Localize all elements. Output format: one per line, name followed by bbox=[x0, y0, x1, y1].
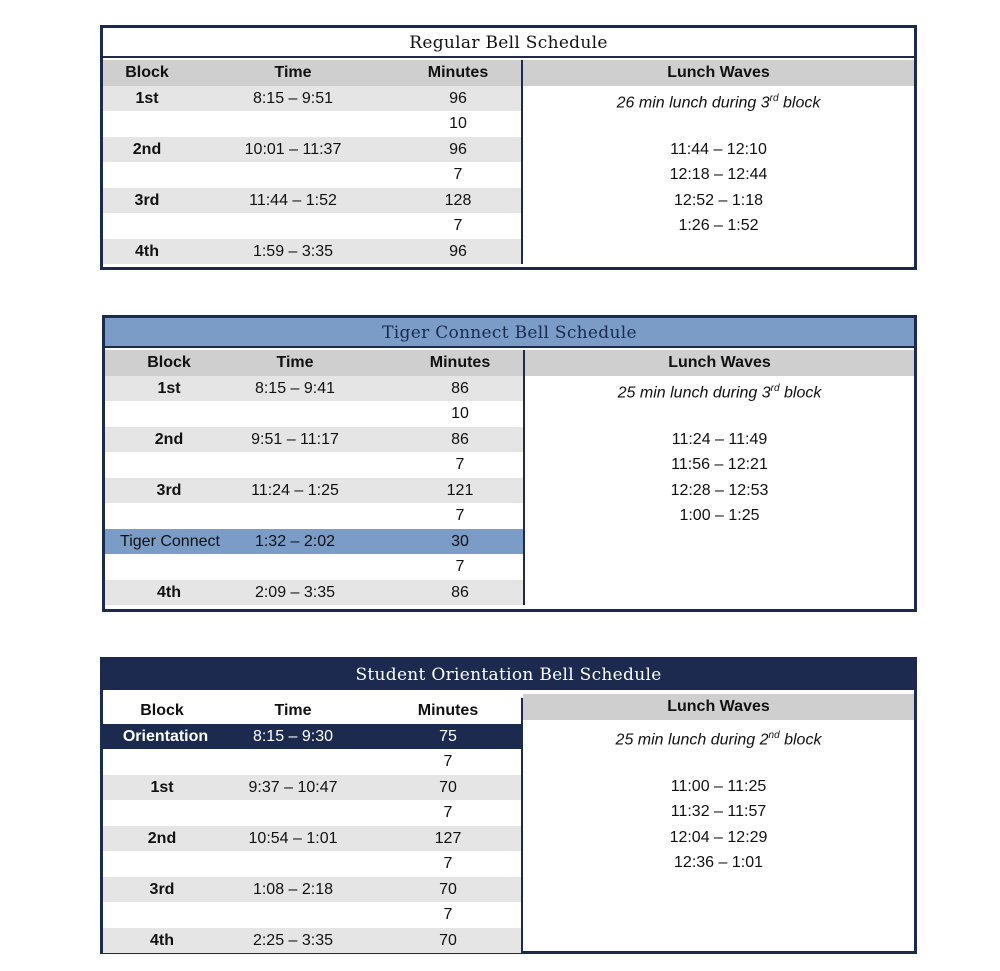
lunch-waves-header: Lunch Waves bbox=[525, 350, 914, 376]
table-row bbox=[105, 503, 523, 529]
row-minutes: 86 bbox=[451, 379, 469, 397]
orientation-title: Student Orientation Bell Schedule bbox=[103, 660, 914, 690]
tiger-blocks-table bbox=[105, 350, 525, 605]
row-minutes: 127 bbox=[434, 829, 462, 847]
tiger-connect-schedule bbox=[102, 315, 917, 612]
row-time: 9:51 – 11:17 bbox=[251, 430, 339, 448]
row-minutes: 7 bbox=[443, 753, 453, 770]
row-time: 11:24 – 1:25 bbox=[251, 481, 339, 499]
spacer bbox=[525, 401, 914, 427]
row-minutes: 75 bbox=[439, 727, 457, 745]
row-minutes: 86 bbox=[451, 430, 469, 448]
row-minutes: 96 bbox=[449, 140, 467, 158]
table-row bbox=[103, 162, 521, 188]
row-block: 3rd bbox=[134, 191, 160, 209]
table-row bbox=[105, 478, 523, 504]
header-time: Time bbox=[276, 354, 314, 371]
lunch-wave: 1:26 – 1:52 bbox=[678, 217, 759, 234]
table-row bbox=[105, 376, 523, 402]
table-row bbox=[103, 851, 521, 877]
lunch-waves-header: Lunch Waves bbox=[523, 60, 914, 86]
lunch-wave: 11:24 – 11:49 bbox=[671, 430, 768, 448]
row-time: 1:59 – 3:35 bbox=[252, 242, 334, 260]
table-row bbox=[103, 877, 521, 903]
row-minutes: 7 bbox=[455, 558, 465, 575]
row-block: 1st bbox=[157, 379, 181, 397]
table-row bbox=[103, 928, 521, 954]
table-row bbox=[103, 826, 521, 852]
row-minutes: 10 bbox=[451, 405, 469, 422]
row-minutes: 96 bbox=[449, 89, 467, 107]
table-row bbox=[103, 749, 521, 775]
regular-lunch-waves bbox=[523, 60, 914, 239]
table-header bbox=[103, 698, 521, 724]
orientation-blocks-table bbox=[103, 698, 523, 953]
row-block: 1st bbox=[135, 89, 159, 107]
header-time: Time bbox=[274, 64, 312, 81]
table-row bbox=[103, 111, 521, 137]
header-time: Time bbox=[274, 702, 312, 719]
spacer bbox=[523, 748, 914, 774]
row-time: 2:25 – 3:35 bbox=[252, 931, 334, 949]
header-block: Block bbox=[125, 64, 169, 81]
regular-schedule bbox=[100, 25, 917, 270]
table-row-tiger-connect bbox=[105, 529, 523, 555]
lunch-wave: 12:52 – 1:18 bbox=[674, 191, 763, 209]
row-minutes: 30 bbox=[451, 532, 469, 550]
lunch-wave: 12:36 – 1:01 bbox=[674, 854, 763, 871]
row-minutes: 7 bbox=[453, 217, 463, 234]
row-block: Orientation bbox=[122, 727, 209, 745]
row-block: 1st bbox=[150, 778, 174, 796]
row-minutes: 96 bbox=[449, 242, 467, 260]
row-block: 4th bbox=[157, 583, 181, 601]
row-block: 4th bbox=[150, 931, 174, 949]
lunch-note-suffix: block bbox=[779, 383, 822, 401]
lunch-note-suffix: block bbox=[779, 730, 822, 748]
lunch-wave: 11:00 – 11:25 bbox=[670, 777, 767, 795]
table-row bbox=[105, 401, 523, 427]
lunch-note-text: 25 min lunch during 2 bbox=[615, 730, 769, 748]
lunch-note-text: 25 min lunch during 3 bbox=[617, 383, 771, 401]
row-time: 8:15 – 9:30 bbox=[252, 727, 334, 745]
row-block: 2nd bbox=[147, 829, 177, 847]
row-minutes: 70 bbox=[439, 880, 457, 898]
header-block: Block bbox=[147, 354, 191, 371]
row-minutes: 7 bbox=[455, 456, 465, 473]
row-block: 3rd bbox=[149, 880, 175, 898]
table-row bbox=[105, 580, 523, 606]
table-header bbox=[105, 350, 523, 376]
row-time: 1:08 – 2:18 bbox=[252, 880, 334, 898]
row-minutes: 7 bbox=[453, 166, 463, 183]
header-minutes: Minutes bbox=[427, 64, 489, 81]
row-minutes: 7 bbox=[443, 855, 453, 872]
row-time: 9:37 – 10:47 bbox=[248, 778, 338, 796]
table-row bbox=[103, 137, 521, 163]
table-row bbox=[103, 239, 521, 265]
table-row bbox=[105, 427, 523, 453]
tiger-connect-title: Tiger Connect Bell Schedule bbox=[105, 318, 914, 348]
regular-blocks-table bbox=[103, 60, 523, 264]
table-row bbox=[103, 800, 521, 826]
tiger-lunch-waves bbox=[525, 350, 914, 529]
row-minutes: 128 bbox=[444, 191, 472, 209]
row-block: 2nd bbox=[154, 430, 184, 448]
table-row bbox=[105, 554, 523, 580]
row-block: Tiger Connect bbox=[120, 532, 220, 550]
row-time: 8:15 – 9:51 bbox=[252, 89, 334, 107]
row-minutes: 7 bbox=[443, 906, 453, 923]
row-minutes: 7 bbox=[443, 804, 453, 821]
row-minutes: 86 bbox=[451, 583, 469, 601]
table-row bbox=[103, 86, 521, 112]
row-time: 10:01 – 11:37 bbox=[244, 140, 342, 158]
row-minutes: 70 bbox=[439, 931, 457, 949]
row-block: 3rd bbox=[156, 481, 182, 499]
spacer bbox=[523, 111, 914, 137]
table-row bbox=[103, 213, 521, 239]
row-block: 4th bbox=[135, 242, 159, 260]
lunch-note-suffix: block bbox=[778, 93, 821, 111]
lunch-note bbox=[523, 86, 914, 112]
lunch-note bbox=[525, 376, 914, 402]
row-minutes: 7 bbox=[455, 507, 465, 524]
header-minutes: Minutes bbox=[417, 702, 479, 719]
lunch-wave: 12:28 – 12:53 bbox=[670, 481, 769, 499]
table-row bbox=[105, 452, 523, 478]
lunch-note-sup: nd bbox=[768, 729, 780, 741]
row-minutes: 10 bbox=[449, 115, 467, 132]
row-block: 2nd bbox=[132, 140, 162, 158]
lunch-wave: 11:56 – 12:21 bbox=[671, 456, 768, 473]
orientation-lunch-waves bbox=[523, 694, 914, 876]
lunch-wave: 11:44 – 12:10 bbox=[670, 140, 767, 158]
lunch-note-sup: rd bbox=[770, 382, 780, 394]
table-row bbox=[103, 902, 521, 928]
row-time: 2:09 – 3:35 bbox=[254, 583, 336, 601]
table-row-orientation bbox=[103, 724, 521, 750]
lunch-wave: 12:18 – 12:44 bbox=[669, 166, 768, 183]
row-time: 10:54 – 1:01 bbox=[248, 829, 338, 847]
table-header bbox=[103, 60, 521, 86]
header-minutes: Minutes bbox=[429, 354, 491, 371]
table-row bbox=[103, 775, 521, 801]
lunch-note-sup: rd bbox=[769, 92, 779, 104]
lunch-wave: 12:04 – 12:29 bbox=[669, 828, 768, 846]
orientation-schedule bbox=[100, 657, 917, 954]
table-row bbox=[103, 188, 521, 214]
lunch-note-text: 26 min lunch during 3 bbox=[616, 93, 770, 111]
lunch-waves-header: Lunch Waves bbox=[523, 694, 914, 720]
header-block: Block bbox=[140, 702, 184, 719]
lunch-wave: 11:32 – 11:57 bbox=[670, 803, 767, 820]
row-minutes: 70 bbox=[439, 778, 457, 796]
lunch-note bbox=[523, 723, 914, 749]
row-time: 11:44 – 1:52 bbox=[249, 191, 337, 209]
regular-schedule-title: Regular Bell Schedule bbox=[103, 28, 914, 58]
lunch-wave: 1:00 – 1:25 bbox=[679, 507, 760, 524]
row-minutes: 121 bbox=[446, 481, 474, 499]
row-time: 8:15 – 9:41 bbox=[254, 379, 336, 397]
row-time: 1:32 – 2:02 bbox=[254, 532, 336, 550]
